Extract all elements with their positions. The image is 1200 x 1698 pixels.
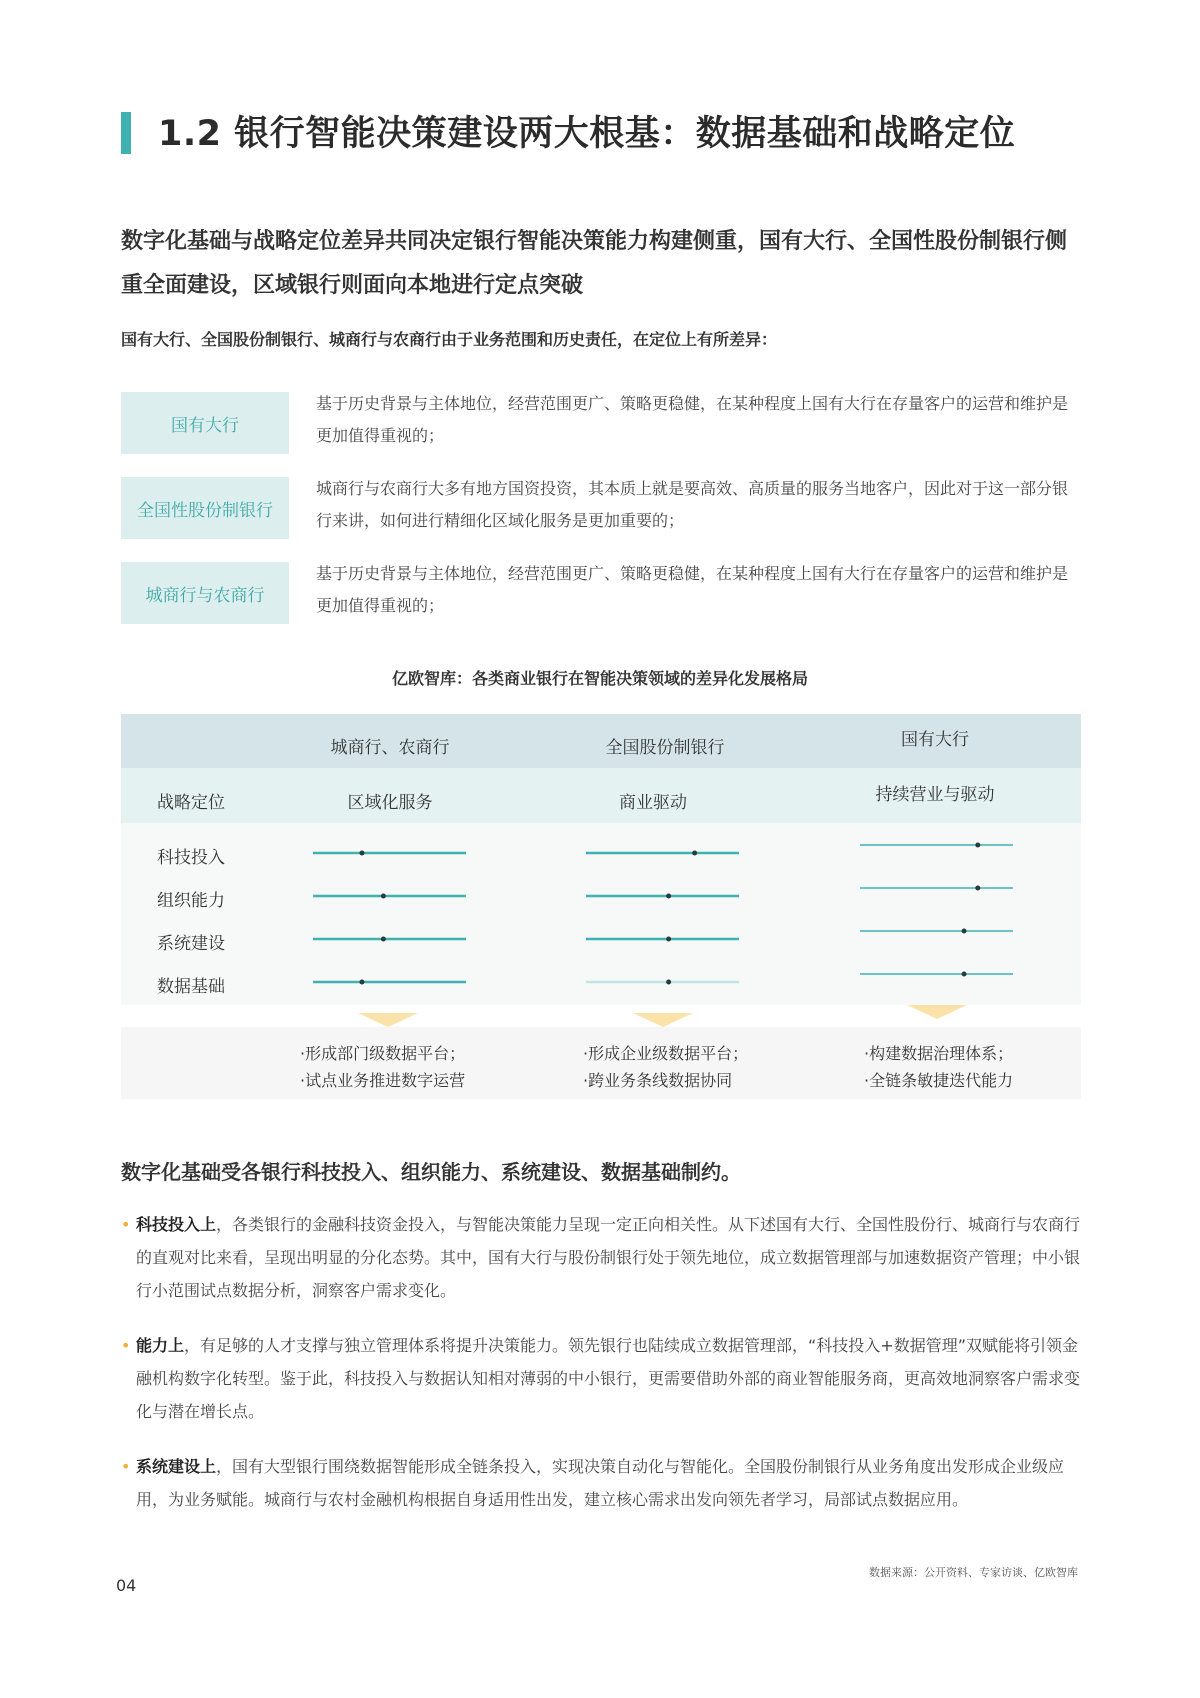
metric-label-tech: 科技投入 bbox=[157, 848, 225, 868]
metric-dot-joint-stock-system bbox=[666, 937, 671, 942]
bullet-capability bbox=[121, 1329, 1086, 1428]
metric-dot-city-rural-data bbox=[359, 980, 364, 985]
bullet-system bbox=[121, 1450, 1086, 1516]
chevron-down-icon bbox=[358, 1013, 418, 1027]
bullet-dot-icon: • bbox=[121, 1215, 131, 1234]
metric-dot-state-org bbox=[975, 886, 980, 891]
note-line: ·全链条敏捷迭代能力 bbox=[864, 1071, 1014, 1090]
metric-dot-joint-stock-data bbox=[666, 980, 671, 985]
strategy-state: 持续营业与驱动 bbox=[875, 785, 995, 805]
metric-dot-joint-stock-org bbox=[666, 894, 671, 899]
column-header-joint-stock: 全国股份制银行 bbox=[605, 738, 725, 758]
strategy-city-rural: 区域化服务 bbox=[347, 793, 433, 813]
note-line: ·形成部门级数据平台； bbox=[300, 1044, 466, 1063]
strategy-joint-stock: 商业驱动 bbox=[619, 793, 687, 813]
bullet-dot-icon: • bbox=[121, 1457, 131, 1476]
metric-label-data: 数据基础 bbox=[157, 977, 225, 997]
metric-dot-state-data bbox=[962, 972, 967, 977]
note-state bbox=[864, 1040, 1013, 1094]
bullet-bold: 能力上 bbox=[136, 1336, 185, 1355]
strategy-row-label: 战略定位 bbox=[157, 793, 225, 813]
position-desc-state-banks: 基于历史背景与主体地位，经营范围更广、策略更稳健，在某种程度上国有大行在存量客户的运营和维护是更加值得重视的； bbox=[316, 394, 1069, 445]
position-label-city-rural-banks: 城商行与农商行 bbox=[121, 562, 289, 624]
bullet-text: ，国有大型银行围绕数据智能形成全链条投入，实现决策自动化与智能化。全国股份制银行从业务角度出发形成企业级应用，为业务赋能。城商行与农村金融机构根据自身适用性出发，建立核心需求出发向领先者学习，局部试点数据应用。 bbox=[136, 1457, 1065, 1509]
metric-dot-city-rural-system bbox=[381, 937, 386, 942]
metric-dot-state-system bbox=[962, 929, 967, 934]
chevron-down-icon bbox=[633, 1013, 693, 1027]
note-line: ·构建数据治理体系； bbox=[864, 1044, 1014, 1063]
chevron-down-icon bbox=[907, 1005, 967, 1019]
metric-label-system: 系统建设 bbox=[157, 934, 225, 954]
note-city-rural bbox=[300, 1040, 465, 1094]
metric-dot-city-rural-org bbox=[381, 894, 386, 899]
bullet-bold: 科技投入上 bbox=[136, 1215, 217, 1234]
note-line: ·试点业务推进数字运营 bbox=[300, 1071, 466, 1090]
bullet-tech-investment bbox=[121, 1208, 1086, 1307]
metric-label-org: 组织能力 bbox=[157, 891, 225, 911]
page-number: 04 bbox=[116, 1576, 137, 1595]
position-label-joint-stock-banks: 全国性股份制银行 bbox=[121, 477, 289, 539]
bullet-text: ，有足够的人才支撑与独立管理体系将提升决策能力。领先银行也陆续成立数据管理部，“科技投入+数据管理”双赋能将引领金融机构数字化转型。鉴于此，科技投入与数据认知相对薄弱的中小银行，更需要借助外部的商业智能服务商，更高效地洞察客户需求变化与潜在增长点。 bbox=[136, 1336, 1081, 1421]
position-label-state-banks: 国有大行 bbox=[121, 392, 289, 454]
bullet-bold: 系统建设上 bbox=[136, 1457, 217, 1476]
lead-paragraph: 数字化基础与战略定位差异共同决定银行智能决策能力构建侧重，国有大行、全国性股份制银行侧重全面建设，区域银行则面向本地进行定点突破 bbox=[121, 229, 1068, 298]
note-line: ·跨业务条线数据协同 bbox=[583, 1071, 733, 1090]
note-joint-stock bbox=[583, 1040, 748, 1094]
bullet-dot-icon: • bbox=[121, 1336, 131, 1355]
metric-dot-joint-stock-tech bbox=[692, 851, 697, 856]
note-line: ·形成企业级数据平台； bbox=[583, 1044, 749, 1063]
page-title: 1.2 银行智能决策建设两大根基：数据基础和战略定位 bbox=[158, 114, 1016, 154]
figure-title: 亿欧智库：各类商业银行在智能决策领域的差异化发展格局 bbox=[391, 669, 808, 688]
position-desc-city-rural-banks: 基于历史背景与主体地位，经营范围更广、策略更稳健，在某种程度上国有大行在存量客户的运营和维护是更加值得重视的； bbox=[316, 564, 1069, 615]
metric-dot-state-tech bbox=[975, 843, 980, 848]
bullet-text: ，各类银行的金融科技资金投入，与智能决策能力呈现一定正向相关性。从下述国有大行、全国性股份行、城商行与农商行的直观对比来看，呈现出明显的分化态势。其中，国有大行与股份制银行处于领先地位，成立数据管理部与加速数据资产管理；中小银行小范围试点数据分析，洞察客户需求变化。 bbox=[136, 1215, 1081, 1300]
position-desc-joint-stock-banks: 城商行与农商行大多有地方国资投资，其本质上就是要高效、高质量的服务当地客户，因此对于这一部分银行来讲，如何进行精细化区域化服务是更加重要的； bbox=[316, 479, 1069, 530]
column-header-state: 国有大行 bbox=[901, 730, 969, 750]
intro-text: 国有大行、全国股份制银行、城商行与农商行由于业务范围和历史责任，在定位上有所差异： bbox=[121, 330, 778, 349]
metric-dot-city-rural-tech bbox=[359, 851, 364, 856]
source-note: 数据来源：公开资料、专家访谈、亿欧智库 bbox=[869, 1566, 1078, 1579]
column-header-city-rural: 城商行、农商行 bbox=[330, 738, 450, 758]
digital-subhead: 数字化基础受各银行科技投入、组织能力、系统建设、数据基础制约。 bbox=[121, 1160, 741, 1184]
